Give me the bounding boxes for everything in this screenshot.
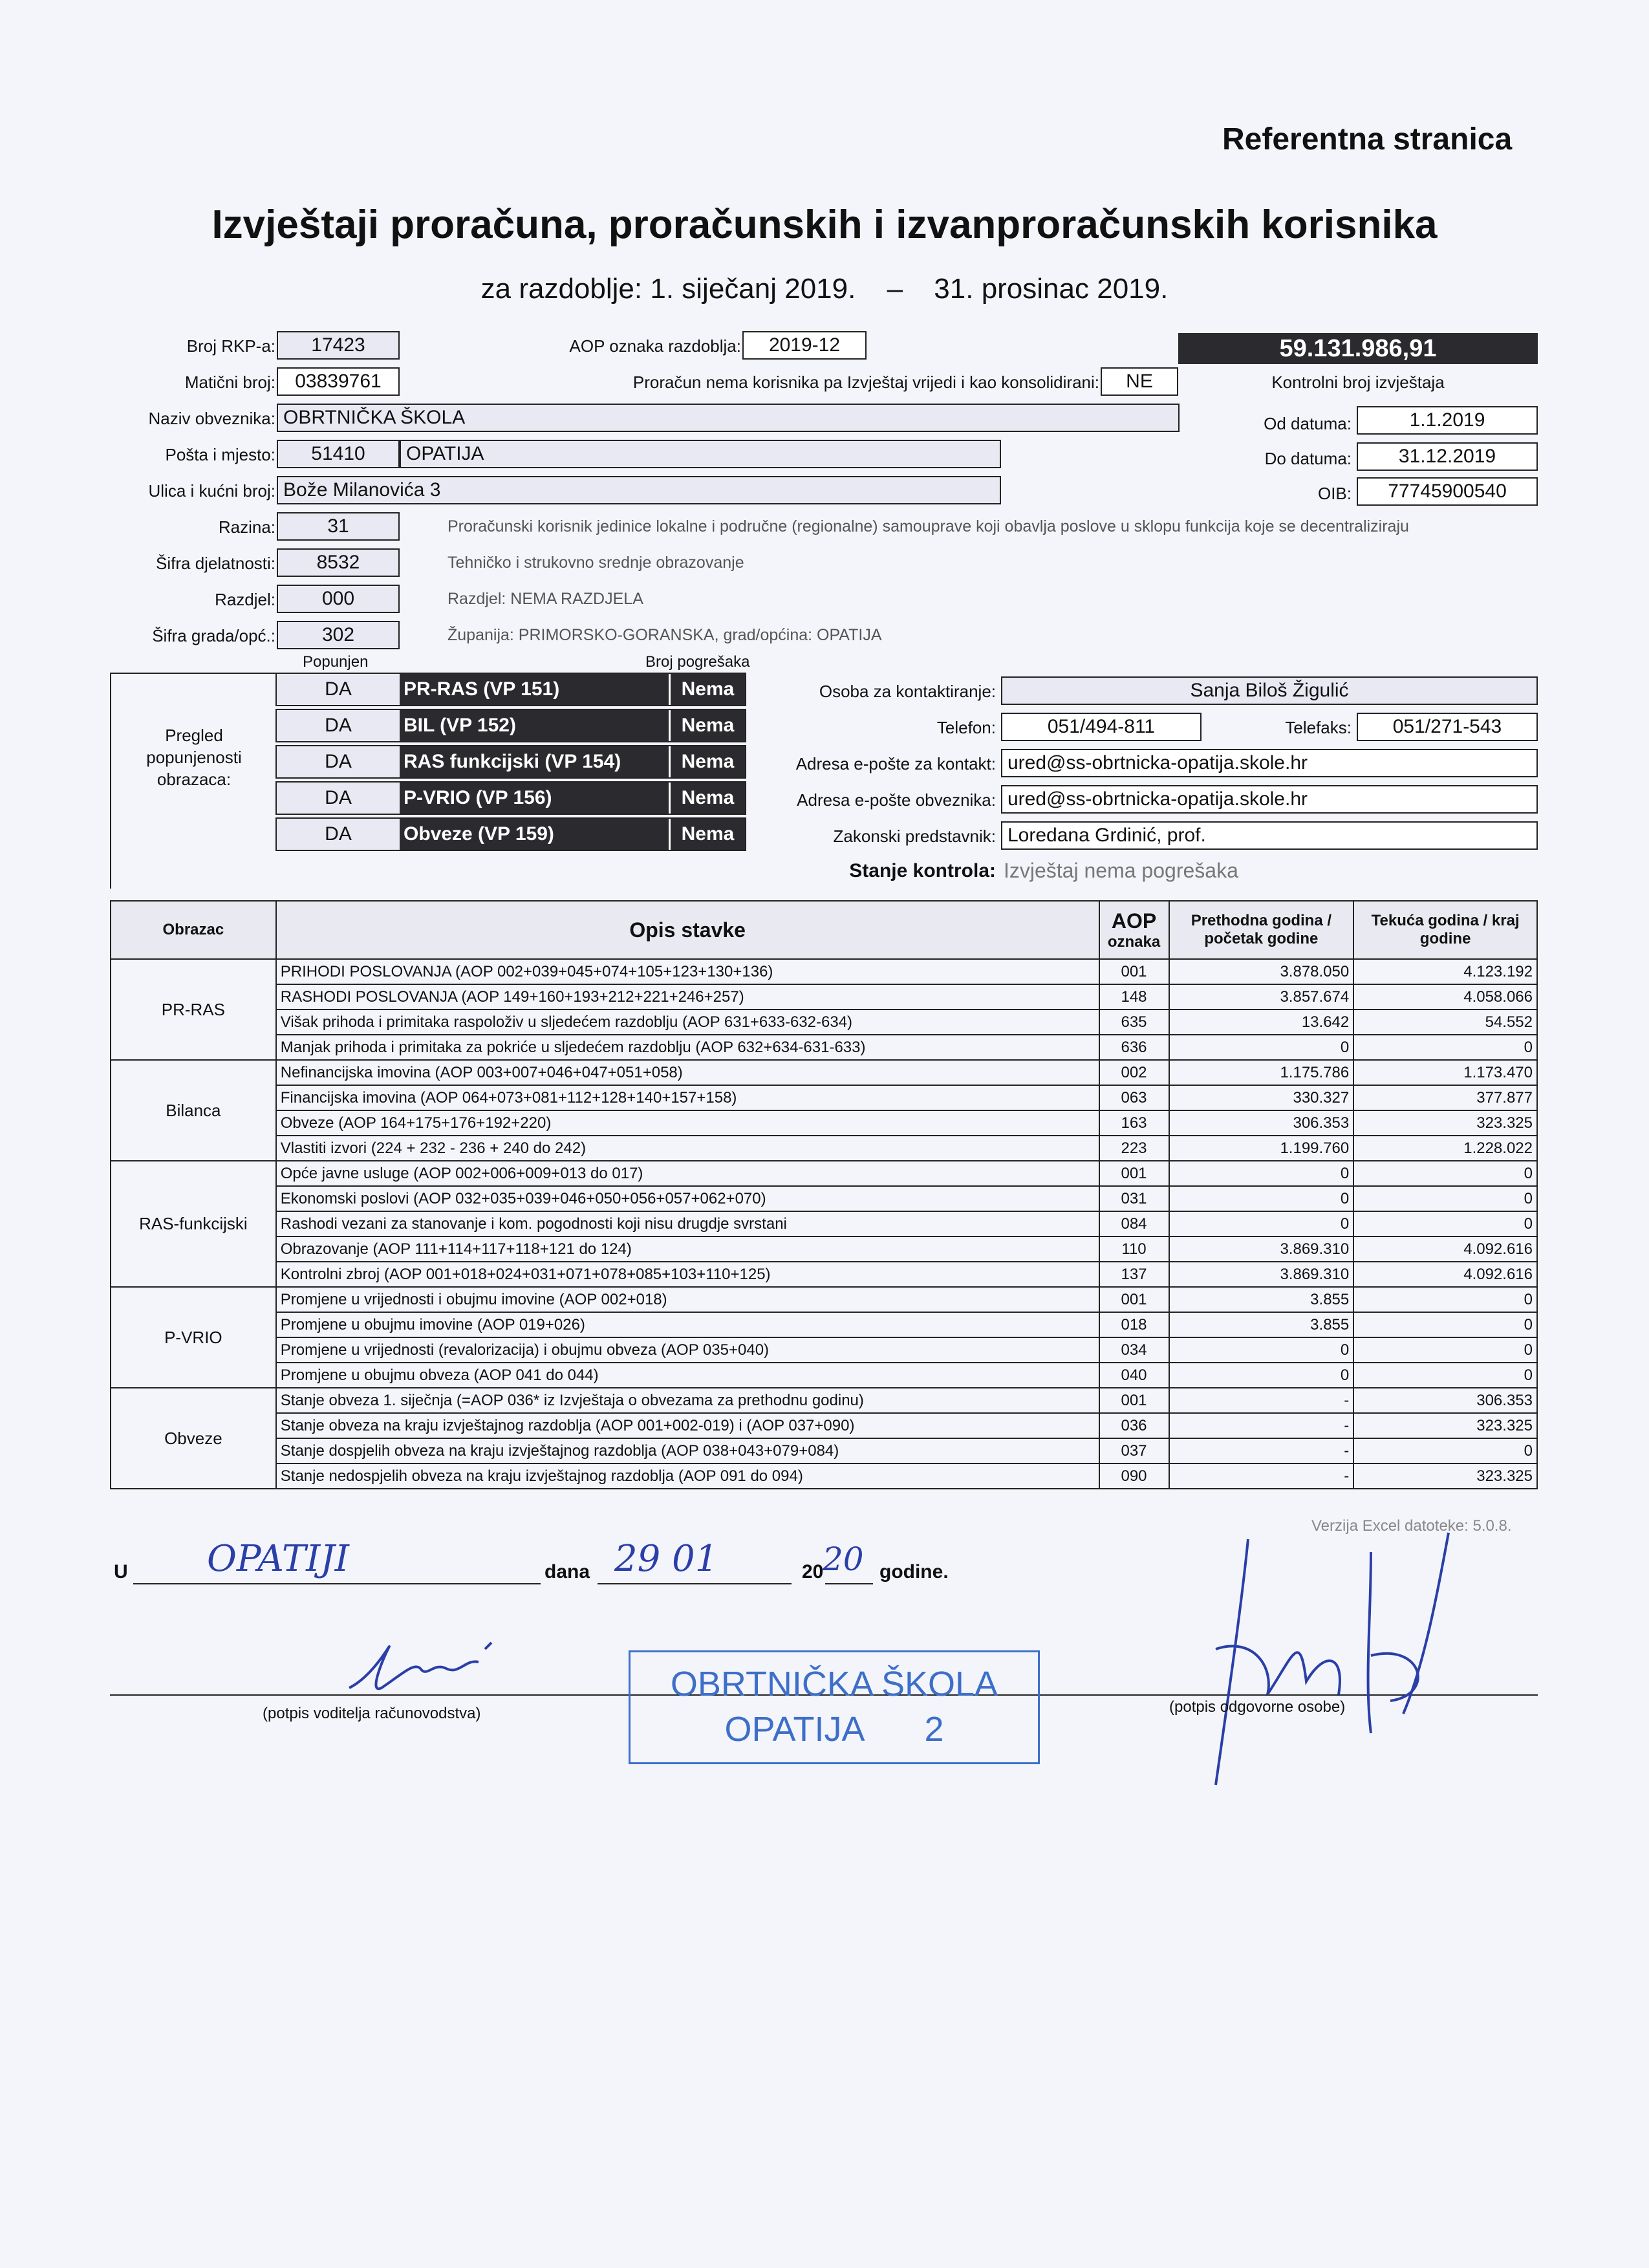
row-aop: 084: [1099, 1211, 1169, 1237]
email2-field[interactable]: ured@ss-obrtnicka-opatija.skole.hr: [1001, 785, 1538, 814]
group-pr-ras: PR-RAS: [111, 959, 276, 1060]
row-prev: -: [1169, 1463, 1354, 1489]
date-handwritten: 29 01: [614, 1538, 718, 1580]
overview-row: [275, 745, 746, 779]
email-label: Adresa e-pošte za kontakt:: [795, 754, 996, 773]
col-errors-label: Broj pogrešaka: [645, 653, 750, 671]
level-label: Razina:: [218, 517, 275, 537]
rep-label: Zakonski predstavnik:: [833, 826, 996, 846]
summary-table: [110, 900, 1538, 1489]
date-line: [598, 1583, 792, 1584]
row-curr: 0: [1353, 1035, 1537, 1060]
rkp-label: Broj RKP-a:: [186, 336, 275, 356]
section-field[interactable]: 000: [277, 585, 400, 613]
city-field[interactable]: OPATIJA: [400, 440, 1001, 468]
col-aop-sub: oznaka: [1107, 933, 1161, 951]
responsible-signature-label: (potpis odgovorne osobe): [1169, 1698, 1346, 1716]
overview-errors: Nema: [669, 819, 745, 850]
aop-period-label: AOP oznaka razdoblja:: [569, 336, 741, 356]
row-curr: 0: [1353, 1211, 1537, 1237]
row-curr: 306.353: [1353, 1388, 1537, 1413]
table-row: [111, 1085, 1537, 1110]
col-form: Obrazac: [111, 901, 276, 959]
row-aop: 001: [1099, 1388, 1169, 1413]
table-row: [111, 1110, 1537, 1136]
group-obveze: Obveze: [111, 1388, 276, 1489]
reference-page-label: Referentna stranica: [1222, 122, 1513, 157]
row-curr: 323.325: [1353, 1110, 1537, 1136]
status-text: Izvještaj nema pogrešaka: [1004, 859, 1238, 882]
row-desc: Nefinancijska imovina (AOP 003+007+046+047+051+058): [276, 1060, 1099, 1085]
table-row: [111, 1463, 1537, 1489]
row-desc: Opće javne usluge (AOP 002+006+009+013 do 017): [276, 1161, 1099, 1186]
table-row: [111, 1060, 1537, 1085]
school-stamp: [629, 1650, 1040, 1764]
table-row: [111, 1262, 1537, 1287]
street-field[interactable]: Bože Milanovića 3: [277, 476, 1001, 504]
year-prefix: 20: [802, 1561, 824, 1582]
col-filled-label: Popunjen: [303, 653, 369, 671]
row-aop: 163: [1099, 1110, 1169, 1136]
row-prev: 330.327: [1169, 1085, 1354, 1110]
col-prev: Prethodna godina / početak godine: [1169, 901, 1354, 959]
row-curr: 4.092.616: [1353, 1237, 1537, 1262]
row-aop: 148: [1099, 984, 1169, 1010]
row-curr: 4.123.192: [1353, 959, 1537, 984]
row-aop: 036: [1099, 1413, 1169, 1438]
row-prev: 306.353: [1169, 1110, 1354, 1136]
period-end: 31. prosinac 2019.: [934, 273, 1169, 305]
row-desc: Manjak prihoda i primitaka za pokriće u sljedećem razdoblju (AOP 632+634-631-633): [276, 1035, 1099, 1060]
stamp-number: 2: [924, 1710, 944, 1749]
table-row: [111, 1337, 1537, 1363]
to-label: Do datuma:: [1264, 449, 1352, 468]
table-row: [111, 1010, 1537, 1035]
row-prev: 3.857.674: [1169, 984, 1354, 1010]
row-prev: -: [1169, 1438, 1354, 1463]
year-suffix: godine.: [879, 1561, 949, 1582]
row-curr: 0: [1353, 1363, 1537, 1388]
overview-filled[interactable]: DA: [277, 674, 400, 705]
row-curr: 1.228.022: [1353, 1136, 1537, 1161]
row-curr: 0: [1353, 1312, 1537, 1337]
period-start: za razdoblje: 1. siječanj 2019.: [480, 273, 856, 305]
row-prev: 0: [1169, 1211, 1354, 1237]
row-desc: Obrazovanje (AOP 111+114+117+118+121 do 124): [276, 1237, 1099, 1262]
oib-field[interactable]: 77745900540: [1357, 477, 1538, 506]
phone-label: Telefon:: [936, 718, 996, 737]
oib-label: OIB:: [1317, 484, 1352, 503]
place-prefix: U: [114, 1561, 128, 1582]
stamp-city: OPATIJA: [724, 1710, 863, 1749]
accountant-signature-icon: [336, 1623, 517, 1714]
table-row: [111, 1388, 1537, 1413]
overview-form: PR-RAS (VP 151): [400, 674, 669, 705]
email2-label: Adresa e-pošte obveznika:: [797, 790, 996, 810]
fax-label: Telefaks:: [1285, 718, 1352, 737]
row-prev: 0: [1169, 1186, 1354, 1211]
responsible-signature-icon: [1177, 1526, 1487, 1798]
mb-label: Matični broj:: [184, 373, 275, 392]
table-row: [111, 1413, 1537, 1438]
table-row: [111, 1161, 1537, 1186]
overview-filled[interactable]: DA: [277, 746, 400, 777]
table-row: [111, 1136, 1537, 1161]
row-curr: 0: [1353, 1161, 1537, 1186]
row-desc: Financijska imovina (AOP 064+073+081+112+128+140+157+158): [276, 1085, 1099, 1110]
mb-field[interactable]: 03839761: [277, 367, 400, 396]
row-prev: 3.878.050: [1169, 959, 1354, 984]
row-aop: 090: [1099, 1463, 1169, 1489]
row-prev: -: [1169, 1388, 1354, 1413]
row-prev: 1.199.760: [1169, 1136, 1354, 1161]
phone-field[interactable]: 051/494-811: [1001, 713, 1202, 741]
place-handwritten: OPATIJI: [207, 1538, 349, 1580]
level-desc: Proračunski korisnik jedinice lokalne i područne (regionalne) samouprave koji obavlja poslove u sklopu funkcija koje se decentraliziraju: [447, 517, 1409, 535]
row-desc: Stanje nedospjelih obveza na kraju izvještajnog razdoblja (AOP 091 do 094): [276, 1463, 1099, 1489]
row-curr: 4.092.616: [1353, 1262, 1537, 1287]
level-field[interactable]: 31: [277, 512, 400, 541]
period-dash: –: [887, 273, 903, 305]
row-desc: Vlastiti izvori (224 + 232 - 236 + 240 do 242): [276, 1136, 1099, 1161]
group-ras-funkcijski: RAS-funkcijski: [111, 1161, 276, 1287]
row-desc: Stanje dospjelih obveza na kraju izvještajnog razdoblja (AOP 038+043+079+084): [276, 1438, 1099, 1463]
overview-row: [275, 709, 746, 742]
table-row: [111, 1186, 1537, 1211]
row-curr: 1.173.470: [1353, 1060, 1537, 1085]
table-row: [111, 1312, 1537, 1337]
overview-rows: [275, 673, 746, 854]
table-row: [111, 959, 1537, 984]
date-label: dana: [544, 1561, 590, 1582]
activity-field[interactable]: 8532: [277, 548, 400, 577]
overview-errors: Nema: [669, 746, 745, 777]
aop-period-field[interactable]: 2019-12: [742, 331, 867, 360]
contact-person-field[interactable]: Sanja Biloš Žigulić: [1001, 676, 1538, 705]
row-prev: 3.869.310: [1169, 1237, 1354, 1262]
place-line: [133, 1583, 541, 1584]
consolidated-field[interactable]: NE: [1101, 367, 1178, 396]
consolidated-label: Proračun nema korisnika pa Izvještaj vrijedi i kao konsolidirani:: [632, 373, 1099, 392]
overview-title: Pregled popunjenosti obrazaca:: [146, 726, 242, 789]
overview-row: [275, 817, 746, 851]
table-row: [111, 1211, 1537, 1237]
name-label: Naziv obveznika:: [148, 409, 275, 428]
row-aop: 018: [1099, 1312, 1169, 1337]
row-desc: Ekonomski poslovi (AOP 032+035+039+046+050+056+057+062+070): [276, 1186, 1099, 1211]
row-desc: Višak prihoda i primitaka raspoloživ u sljedećem razdoblju (AOP 631+633-632-634): [276, 1010, 1099, 1035]
activity-label: Šifra djelatnosti:: [156, 554, 275, 573]
overview-row: [275, 781, 746, 815]
table-row: [111, 1438, 1537, 1463]
row-curr: 0: [1353, 1186, 1537, 1211]
overview-form: BIL (VP 152): [400, 710, 669, 741]
row-curr: 4.058.066: [1353, 984, 1537, 1010]
stamp-line2: [630, 1707, 1038, 1752]
row-desc: Promjene u vrijednosti i obujmu imovine (AOP 002+018): [276, 1287, 1099, 1312]
row-prev: 3.855: [1169, 1287, 1354, 1312]
city-code-field[interactable]: 302: [277, 621, 400, 649]
row-desc: RASHODI POSLOVANJA (AOP 149+160+193+212+221+246+257): [276, 984, 1099, 1010]
year-line: [825, 1583, 873, 1584]
row-desc: Rashodi vezani za stanovanje i kom. pogodnosti koji nisu drugdje svrstani: [276, 1211, 1099, 1237]
rep-field[interactable]: Loredana Grdinić, prof.: [1001, 821, 1538, 850]
row-prev: 1.175.786: [1169, 1060, 1354, 1085]
street-label: Ulica i kućni broj:: [148, 481, 275, 501]
row-curr: 377.877: [1353, 1085, 1537, 1110]
table-row: [111, 1035, 1537, 1060]
page-title: Izvještaji proračuna, proračunskih i izvanproračunskih korisnika: [211, 202, 1438, 247]
from-field[interactable]: 1.1.2019: [1357, 406, 1538, 435]
row-prev: 3.855: [1169, 1312, 1354, 1337]
table-row: [111, 984, 1537, 1010]
table-row: [111, 1363, 1537, 1388]
status-label: Stanje kontrola:: [849, 860, 996, 881]
stamp-line1: OBRTNIČKA ŠKOLA: [670, 1665, 998, 1703]
row-desc: PRIHODI POSLOVANJA (AOP 002+039+045+074+105+123+130+136): [276, 959, 1099, 984]
overview-filled[interactable]: DA: [277, 819, 400, 850]
row-prev: 0: [1169, 1363, 1354, 1388]
name-field[interactable]: OBRTNIČKA ŠKOLA: [277, 404, 1180, 432]
row-aop: 110: [1099, 1237, 1169, 1262]
year-handwritten: 20: [823, 1540, 864, 1578]
activity-desc: Tehničko i strukovno srednje obrazovanje: [447, 554, 744, 572]
row-curr: 0: [1353, 1438, 1537, 1463]
row-curr: 323.325: [1353, 1463, 1537, 1489]
row-prev: 0: [1169, 1337, 1354, 1363]
accountant-signature-label: (potpis voditelja računovodstva): [263, 1705, 481, 1722]
overview-row: [275, 673, 746, 706]
group-p-vrio: P-VRIO: [111, 1287, 276, 1388]
row-desc: Promjene u vrijednosti (revalorizacija) i obujmu obveza (AOP 035+040): [276, 1337, 1099, 1363]
overview-errors: Nema: [669, 674, 745, 705]
row-aop: 002: [1099, 1060, 1169, 1085]
col-aop: [1099, 901, 1169, 959]
row-aop: 034: [1099, 1337, 1169, 1363]
row-desc: Obveze (AOP 164+175+176+192+220): [276, 1110, 1099, 1136]
overview-filled[interactable]: DA: [277, 783, 400, 814]
row-curr: 323.325: [1353, 1413, 1537, 1438]
row-prev: 0: [1169, 1035, 1354, 1060]
to-field[interactable]: 31.12.2019: [1357, 442, 1538, 471]
row-desc: Stanje obveza 1. siječnja (=AOP 036* iz Izvještaja o obvezama za prethodnu godinu): [276, 1388, 1099, 1413]
col-curr: Tekuća godina / kraj godine: [1353, 901, 1537, 959]
overview-errors: Nema: [669, 710, 745, 741]
version-label: Verzija Excel datoteke: 5.0.8.: [1311, 1517, 1512, 1535]
row-prev: 0: [1169, 1161, 1354, 1186]
row-aop: 001: [1099, 959, 1169, 984]
row-prev: 13.642: [1169, 1010, 1354, 1035]
row-curr: 54.552: [1353, 1010, 1537, 1035]
control-label: Kontrolni broj izvještaja: [1271, 373, 1445, 392]
row-desc: Kontrolni zbroj (AOP 001+018+024+031+071+078+085+103+110+125): [276, 1262, 1099, 1287]
overview-form: P-VRIO (VP 156): [400, 783, 669, 814]
row-aop: 635: [1099, 1010, 1169, 1035]
city-code-desc: Županija: PRIMORSKO-GORANSKA, grad/općina: OPATIJA: [447, 626, 882, 644]
row-aop: 040: [1099, 1363, 1169, 1388]
overview-form: Obveze (VP 159): [400, 819, 669, 850]
overview-form: RAS funkcijski (VP 154): [400, 746, 669, 777]
contact-person-label: Osoba za kontaktiranje:: [819, 682, 996, 701]
row-aop: 063: [1099, 1085, 1169, 1110]
row-prev: 3.869.310: [1169, 1262, 1354, 1287]
city-code-label: Šifra grada/opć.:: [152, 626, 275, 645]
section-desc: Razdjel: NEMA RAZDJELA: [447, 590, 643, 608]
post-label: Pošta i mjesto:: [165, 445, 275, 464]
overview-errors: Nema: [669, 783, 745, 814]
row-aop: 636: [1099, 1035, 1169, 1060]
period-line: [0, 273, 1649, 305]
table-row: [111, 1287, 1537, 1312]
row-curr: 0: [1353, 1287, 1537, 1312]
rkp-field[interactable]: 17423: [277, 331, 400, 360]
email-field[interactable]: ured@ss-obrtnicka-opatija.skole.hr: [1001, 749, 1538, 777]
control-number: 59.131.986,91: [1178, 333, 1538, 364]
col-desc: Opis stavke: [276, 901, 1099, 959]
overview-filled[interactable]: DA: [277, 710, 400, 741]
table-row: [111, 1237, 1537, 1262]
row-aop: 001: [1099, 1161, 1169, 1186]
from-label: Od datuma:: [1264, 414, 1352, 433]
row-aop: 031: [1099, 1186, 1169, 1211]
row-aop: 137: [1099, 1262, 1169, 1287]
row-aop: 001: [1099, 1287, 1169, 1312]
row-desc: Promjene u obujmu obveza (AOP 041 do 044): [276, 1363, 1099, 1388]
row-desc: Promjene u obujmu imovine (AOP 019+026): [276, 1312, 1099, 1337]
row-prev: -: [1169, 1413, 1354, 1438]
row-aop: 223: [1099, 1136, 1169, 1161]
post-code-field[interactable]: 51410: [277, 440, 400, 468]
fax-field[interactable]: 051/271-543: [1357, 713, 1538, 741]
row-aop: 037: [1099, 1438, 1169, 1463]
group-bilanca: Bilanca: [111, 1060, 276, 1161]
section-label: Razdjel:: [215, 590, 275, 609]
row-desc: Stanje obveza na kraju izvještajnog razdoblja (AOP 001+002-019) i (AOP 037+090): [276, 1413, 1099, 1438]
col-aop-title: AOP: [1111, 909, 1157, 933]
row-curr: 0: [1353, 1337, 1537, 1363]
